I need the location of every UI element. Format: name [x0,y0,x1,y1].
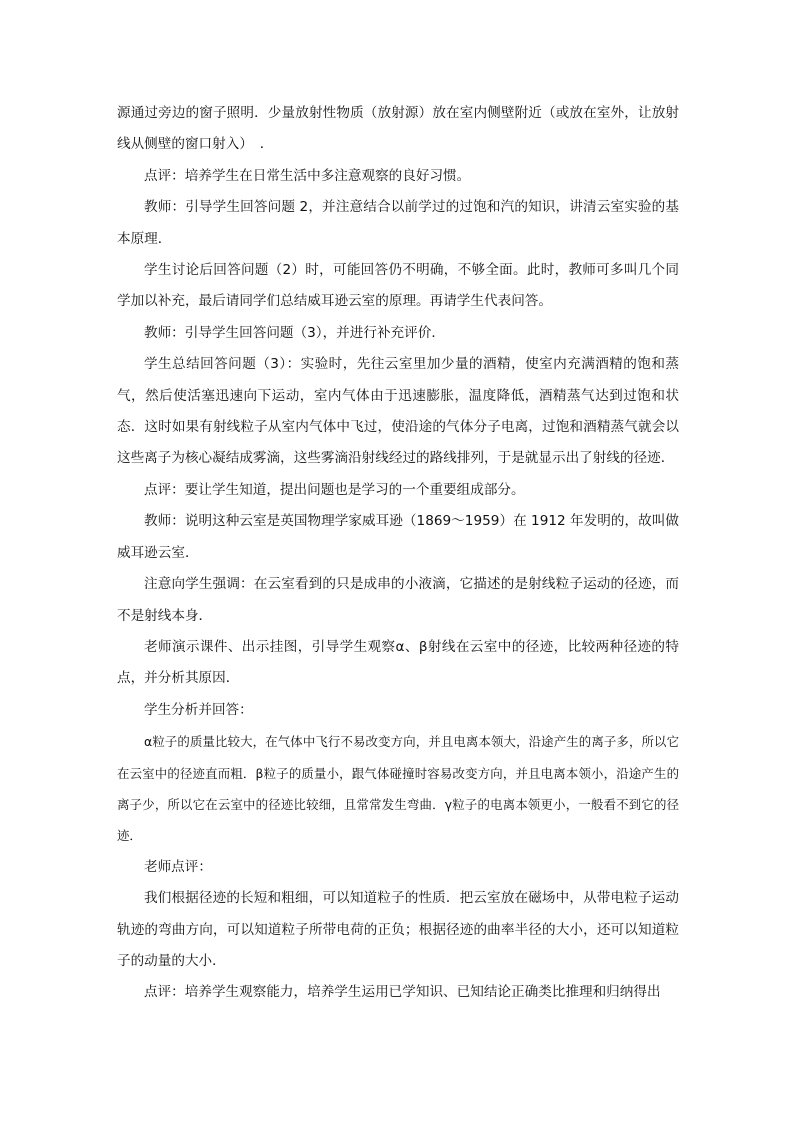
paragraph-11: 学生分析并回答： [144,701,253,718]
paragraph-15: 点评：培养学生观察能力，培养学生运用已学知识、已知结论正确类比推理和归纳得出 [144,984,661,1001]
paragraph-13: 老师点评： [144,858,212,875]
paragraph-7: 点评：要让学生知道，提出问题也是学习的一个重要组成部分。 [144,481,525,498]
paragraph-14: 我们根据径迹的长短和粗细，可以知道粒子的性质．把云室放在磁场中，从带电粒子运动轨迹的弯曲方向，可以知道粒子所带电荷的正负；根据径迹的曲率半径的大小，还可以知道粒子的动量的大小． [117,890,679,969]
document-page [117,98,679,1009]
paragraph-1: 源通过旁边的窗子照明．少量放射性物质（放射源）放在室内侧壁附近（或放在室外，让放射线从侧壁的窗口射入） ． [117,105,679,153]
paragraph-2: 点评：培养学生在日常生活中多注意观察的良好习惯。 [144,167,471,184]
paragraph-12: α粒子的质量比较大，在气体中飞行不易改变方向，并且电离本领大，沿途产生的离子多，所以它在云室中的径迹直而粗．β粒子的质量小，跟气体碰撞时容易改变方向，并且电离本领小，沿途产生的离子少，所以它在云室中的径迹比较细，且常常发生弯曲．γ粒子的电离本领更小，一般看不到它的径迹． [117,734,679,844]
paragraph-4: 学生讨论后回答问题（2）时，可能回答仍不明确，不够全面。此时，教师可多叫几个同学加以补充，最后请同学们总结威耳逊云室的原理。再请学生代表问答。 [117,262,679,310]
paragraph-10: 老师演示课件、出示挂图，引导学生观察α、β射线在云室中的径迹，比较两种径迹的特点，并分析其原因． [117,638,679,687]
paragraph-5: 教师：引导学生回答问题（3），并进行补充评价． [144,324,445,341]
paragraph-9: 注意向学生强调：在云室看到的只是成串的小液滴，它描述的是射线粒子运动的径迹，而不是射线本身． [117,576,679,624]
paragraph-3: 教师：引导学生回答问题 2，并注意结合以前学过的过饱和汽的知识，讲清云室实验的基本原理． [117,199,679,247]
paragraph-6: 学生总结回答问题（3）：实验时，先往云室里加少量的酒精，使室内充满酒精的饱和蒸气，然后使活塞迅速向下运动，室内气体由于迅速膨胀，温度降低，酒精蒸气达到过饱和状态．这时如果有射线粒子从室内气体中飞过，使沿途的气体分子电离，过饱和酒精蒸气就会以这些离子为核心凝结成雾滴，这些雾滴沿射线经过的路线排列，于是就显示出了射线的径迹． [117,356,679,467]
paragraph-8: 教师：说明这种云室是英国物理学家威耳逊（1869～1959）在 1912 年发明的，故叫做威耳逊云室． [117,513,679,561]
